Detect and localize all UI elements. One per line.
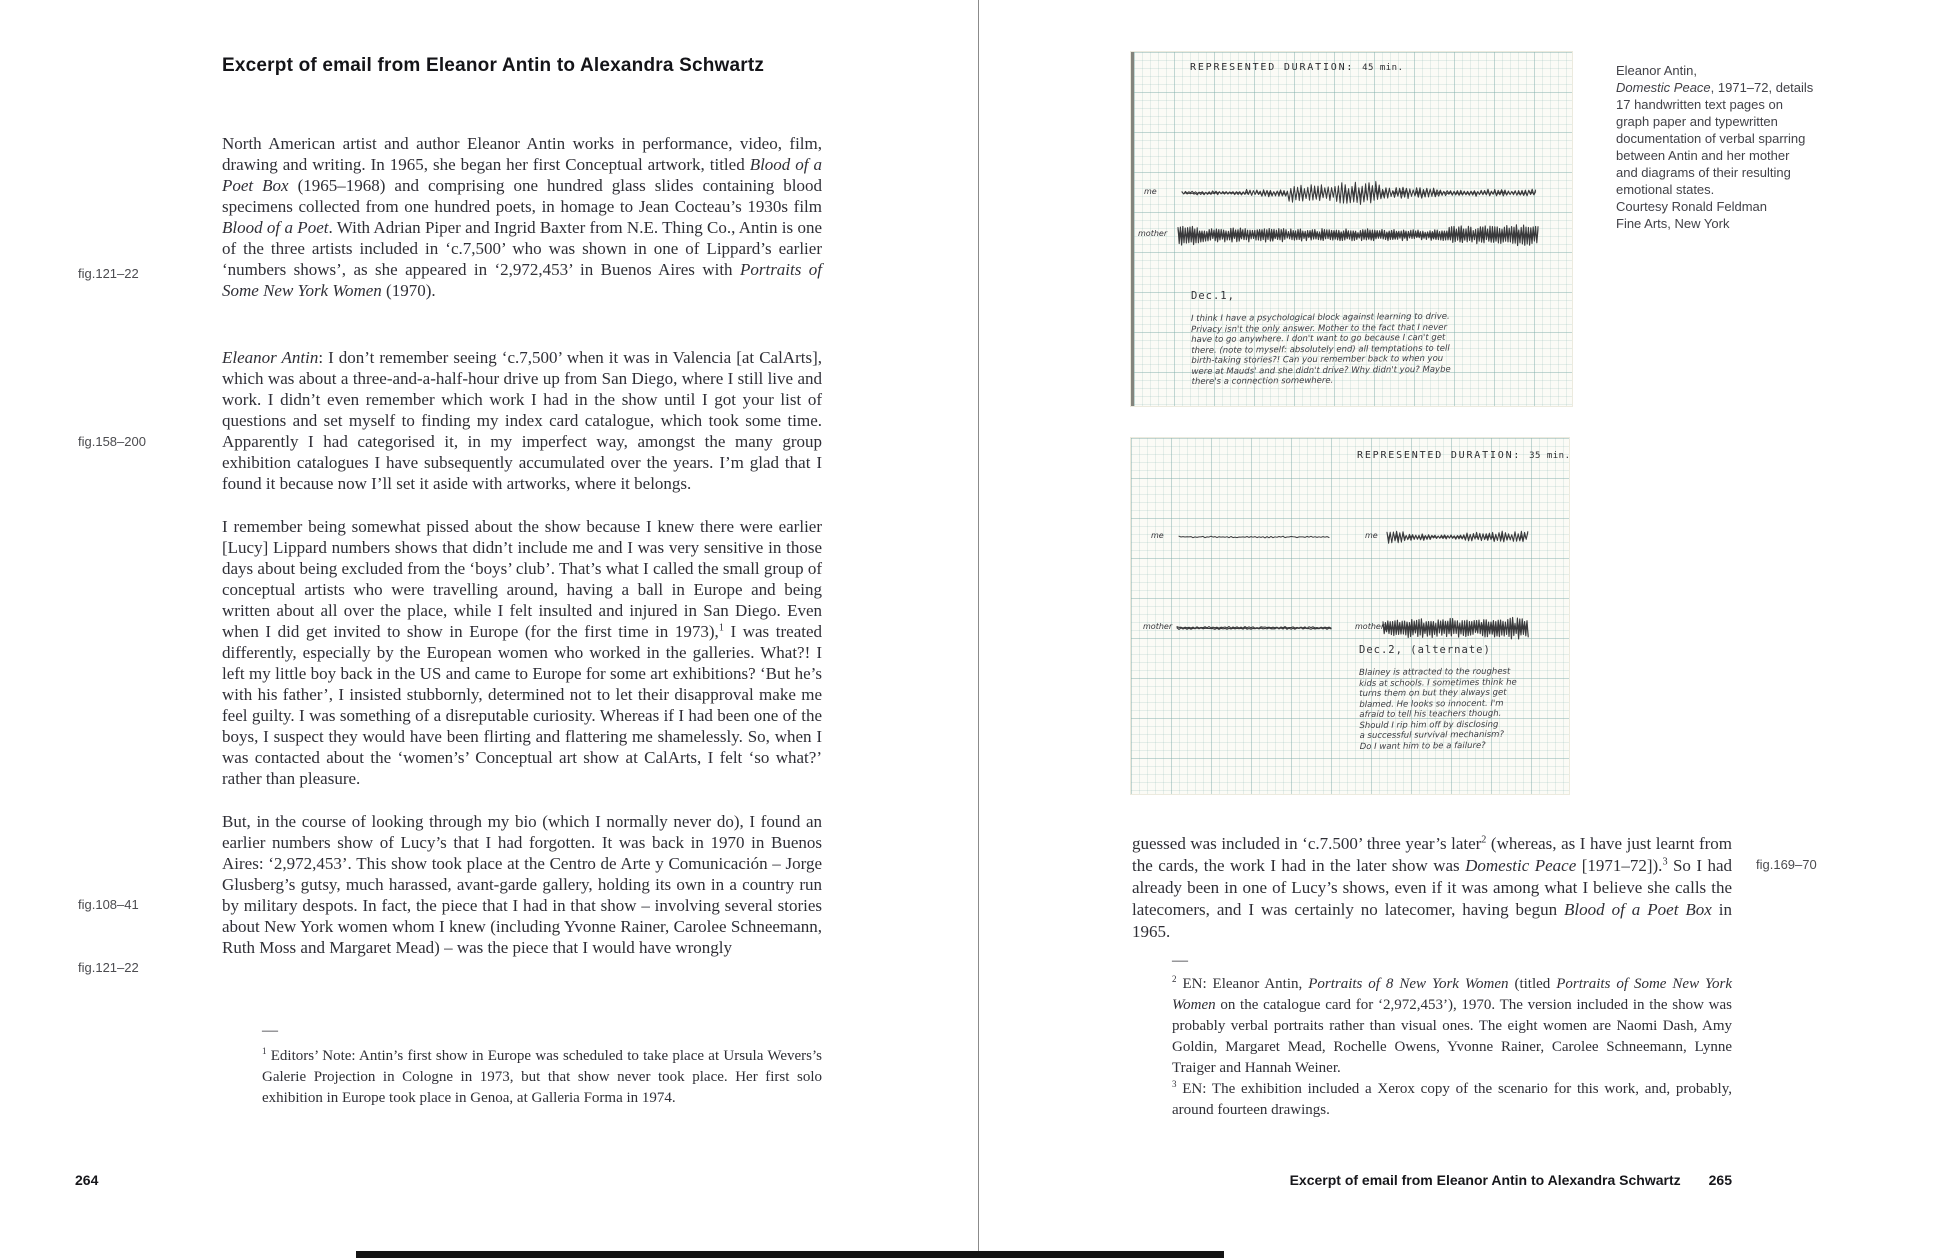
margin-note-fig-169-70: fig.169–70 xyxy=(1756,857,1817,872)
page-title: Excerpt of email from Eleanor Antin to Alexandra Schwartz xyxy=(222,55,765,76)
interview-paragraph-3: But, in the course of looking through my bio (which I normally never do), I found an earlier numbers show of Lucy’s that I had forgotten. It was back in 1970 in Buenos Aires: ‘2,972,453’. This show took place at the Centro de Arte y Comunicación – Jorge Glusberg’s gutsy, much harassed, avant-garde gallery, holding its own in a country run by military despots. In fact, the piece that I had in that show – involving several stories about New York women whom I knew (including Yvonne Rainer, Carolee Schneemann, Ruth Moss and Margaret Mead) – was the piece that I would have wrongly xyxy=(222,812,822,957)
footnotes-block xyxy=(1172,974,1732,1121)
artwork-domestic-peace-1 xyxy=(1131,52,1572,406)
margin-note-fig-121-22: fig.121–22 xyxy=(78,266,139,281)
footnote-2: $^2$ EN: Eleanor Antin, Portraits of 8 New York Women (titled Portraits of Some New York Women on the catalogue card for ‘2,972,453’), 1970. The version included in the show was probably verbal portraits rather than visual ones. The eight women are Naomi Dash, Amy Goldin, Margaret Mead, Rochelle Owens, Yvonne Rainer, Carolee Schneemann, Lynne Traiger and Hannah Weiner. xyxy=(1172,974,1732,1076)
row-label-mother: mother xyxy=(1138,229,1168,238)
footnote-1: $^1$ Editors’ Note: Antin’s first show in Europe was scheduled to take place at Ursula Wevers’s Galerie Projection in Cologne in 1973, but that show never took place. Her first solo exhibition in Europe took place in Genoa, at Galleria Forma in 1974. xyxy=(262,1046,822,1106)
wave-me xyxy=(1387,531,1528,543)
page-gutter-divider xyxy=(978,0,979,1258)
margin-note-fig-158-200: fig.158–200 xyxy=(78,434,146,449)
wave-mother xyxy=(1178,225,1538,246)
footnote-3: $^3$ EN: The exhibition included a Xerox copy of the scenario for this work, and, probably, around fourteen drawings. xyxy=(1172,1079,1732,1118)
wave-me xyxy=(1182,182,1536,205)
margin-note-fig-121-22-b: fig.121–22 xyxy=(78,960,139,975)
interview-paragraph-2: I remember being somewhat pissed about the show because I knew there were earlier [Lucy] Lippard numbers shows that didn’t include me and I was very sensitive in those days about being excluded from the ‘boys’ club’. That’s what I called the small group of conceptual artists who were travelling around, having a ball in Europe and being written about all over the place, while I felt insulted and injured in San Diego. Even when I did get invited to show in Europe (for the first time in 1973),$^1$ I was treated differently, especially by the European women who worked in the galleries. What?! I left my little boy back in the US and came to Europe for some art exhibitions? ‘But he’s with his father’, I insisted stubbornly, determined not to let their disapproval make me feel guilty. I was something of a disreputable curiosity. Whereas if I had been one of the boys, I suspect they would have been flirting and flattering me shamelessly. So, when I was contacted about the ‘women’s’ Conceptual art show at CalArts, I felt ‘so what?’ rather than pleasure. xyxy=(222,517,823,788)
date-label: Dec.2, (alternate) xyxy=(1359,644,1491,656)
flatline-mother xyxy=(1177,627,1331,630)
margin-note-fig-108-41: fig.108–41 xyxy=(78,897,139,912)
row-label-me-right: me xyxy=(1365,531,1378,540)
row-label-me-left: me xyxy=(1151,531,1164,540)
interview-paragraph-4: guessed was included in ‘c.7.500’ three year’s later$^2$ (whereas, as I have just learnt from the cards, the work I had in the later show was Domestic Peace [1971–72]).$^3$ So I had already been in one of Lucy’s shows, even if it was among what I believe she calls the latecomers, and I was certainly no latecomer, having begun Blood of a Poet Box in 1965. xyxy=(1132,834,1732,941)
duration-value: 35 min. xyxy=(1529,451,1571,461)
duration-heading: REPRESENTED DURATION: xyxy=(1357,450,1522,461)
page-number-right: 265 xyxy=(1708,1172,1732,1188)
row-label-me: me xyxy=(1144,187,1157,196)
row-label-mother-right: mother xyxy=(1355,622,1385,631)
artwork-domestic-peace-2 xyxy=(1131,438,1569,794)
date-label: Dec.1, xyxy=(1191,290,1235,302)
footnote-rule: — xyxy=(262,1022,278,1039)
duration-value: 45 min. xyxy=(1362,63,1404,73)
footnote-rule: — xyxy=(1172,952,1188,969)
artwork-caption: Eleanor Antin, Domestic Peace, 1971–72, details 17 handwritten text pages on graph paper and typewritten documentation of verbal sparring between Antin and her mother and diagrams of their resulting emotional states. Courtesy Ronald Feldman Fine Arts, New York xyxy=(1616,63,1814,231)
handwritten-note: I think I have a psychological block against learning to drive. Privacy isn't the only answer. Mother to the fact that I never have to go anywhere. I don't want to go because I can't get there. (note to myself: absolutely end) all temptations to tell birth-taking stories?! Can you remember back to when you were at Mauds' and she didn't drive? Why didn't you? Maybe there's a connection somewhere. xyxy=(1191,311,1451,387)
left-body-column xyxy=(222,133,822,980)
handwritten-note: Blainey is attracted to the roughest kids at schools. I sometimes think he turns them on but they always get blamed. He looks so innocent. I'm afraid to tell his teachers though. Should I rip him off by disclosing a successful survival mechanism? Do I want him to be a failure? xyxy=(1359,666,1517,752)
page-number-left: 264 xyxy=(75,1172,99,1188)
duration-heading: REPRESENTED DURATION: xyxy=(1190,62,1355,73)
flatline-me xyxy=(1179,536,1329,538)
running-footer xyxy=(1132,1172,1732,1188)
wave-mother xyxy=(1383,617,1528,639)
footer-title: Excerpt of email from Eleanor Antin to Alexandra Schwartz xyxy=(1289,1172,1681,1188)
row-label-mother-left: mother xyxy=(1143,622,1173,631)
intro-paragraph: North American artist and author Eleanor Antin works in performance, video, film, drawing and writing. In 1965, she began her first Conceptual artwork, titled Blood of a Poet Box (1965–1968) and comprising one hundred glass slides containing blood specimens collected from one hundred poets, in homage to Jean Cocteau’s 1930s film Blood of a Poet. With Adrian Piper and Ingrid Baxter from N.E. Thing Co., Antin is one of the three artists included in ‘c.7,500’ who was shown in one of Lippard’s earlier ‘numbers shows’, as she appeared in ‘2,972,453’ in Buenos Aires with Portraits of Some New York Women (1970). xyxy=(222,134,823,300)
bottom-scan-edge xyxy=(356,1251,1224,1258)
interview-paragraph-1: Eleanor Antin: I don’t remember seeing ‘c.7,500’ when it was in Valencia [at CalArts], which was about a three-and-a-half-hour drive up from San Diego, where I still live and work. I didn’t even remember which work I had in the show until I got your list of questions and set myself to finding my index card catalogue, which took some time. Apparently I had categorised it, in my imperfect way, amongst the many group exhibition catalogues I have subsequently accumulated over the years. I’m glad that I found it because now I’ll set it aside with artworks, where it belongs. xyxy=(222,348,822,493)
right-body-column xyxy=(1132,833,1732,943)
